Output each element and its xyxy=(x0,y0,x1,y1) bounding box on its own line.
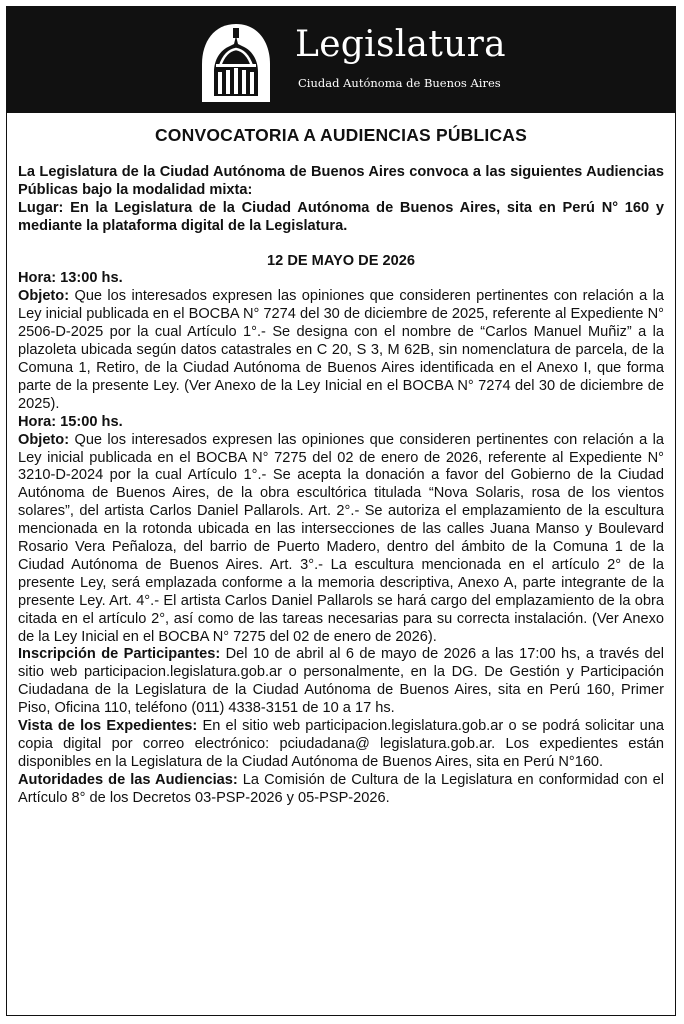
registration-label: Inscripción de Participantes: xyxy=(18,646,221,663)
hearing2-object-text: Que los interesados expresen las opiniones que consideren pertinentes con relación a la Ley inicial publicada en el BOCBA N° 7275 del 02 de enero de 2026, referente al Expediente N° 3210-D-2024 por la cual Artículo 1°.- Se acepta la donación a favor del Gobierno de la Ciudad Autónoma de Buenos Aires, de la obra escultórica titulada “Nova Solaris, rosa de los vientos solares”, del artista Carlos Daniel Pallarols. Art. 2°.- Se autoriza el emplazamiento de la escultura mencionada en la rotonda ubicada en las intersecciones de las calles Juana Manso y Boulevard Rosario Vera Peñaloza, del barrio de Puerto Madero, dentro del ámbito de la Comuna 1 de la Ciudad Autónoma de Buenos Aires. Art. 3°.- La escultura mencionada en el artículo 2° de la presente Ley, será emplazada conforme a la memoria descriptiva, Anexo A, parte integrante de la presente Ley. Art. 4°.- El artista Carlos Daniel Pallarols se hará cargo del emplazamiento de la obra citada en el artículo 2°, así como de las tareas necesarias para su correcta instalación. (Ver Anexo de la Ley Inicial en el BOCBA N° 7275 del 02 de enero de 2026). xyxy=(18,431,664,645)
brand-subtitle: Ciudad Autónoma de Buenos Aires xyxy=(298,76,501,90)
brand-title: Legislatura xyxy=(295,24,506,65)
files-view-label: Vista de los Expedientes: xyxy=(18,718,198,735)
files-view-paragraph xyxy=(18,718,664,772)
hearing1-time: Hora: 13:00 hs. xyxy=(18,270,123,287)
notice-frame xyxy=(6,6,676,1016)
hearing1-object xyxy=(18,288,664,413)
files-view-text: En el sitio web participacion.legislatura.gob.ar o se podrá solicitar una copia digital por correo electrónico: pciudadana@ legislatura.gob.ar. Los expedientes están disponibles en la Legislatura de la Ciudad Autónoma de Buenos Aires, sita en Perú N°160. xyxy=(18,718,664,770)
hearing2-time: Hora: 15:00 hs. xyxy=(18,413,123,430)
header-banner xyxy=(7,7,675,113)
authorities-paragraph xyxy=(18,772,664,808)
location-paragraph: Lugar: En la Legislatura de la Ciudad Autónoma de Buenos Aires, sita en Perú N° 160 y mediante la plataforma digital de la Legislatura. xyxy=(18,199,664,234)
hearing-date: 12 DE MAYO DE 2026 xyxy=(267,252,415,269)
hearing1-object-text: Que los interesados expresen las opiniones que consideren pertinentes con relación a la Ley inicial publicada en el BOCBA N° 7274 del 30 de diciembre de 2025, referente al Expediente N° 2506-D-2025 por la cual Artículo 1°.- Se designa con el nombre de “Carlos Manuel Muñiz” a la plazoleta ubicada según datos catastrales en C 20, S 3, M 62B, sin nomenclatura de parcela, de la Comuna 1, Retiro, de la Ciudad Autónoma de Buenos Aires identificada en el Anexo I, que forma parte de la presente Ley. (Ver Anexo de la Ley Inicial en el BOCBA N° 7274 del 30 de diciembre de 2025). xyxy=(18,288,664,412)
notice-title: CONVOCATORIA A AUDIENCIAS PÚBLICAS xyxy=(154,125,528,145)
registration-text: Del 10 de abril al 6 de mayo de 2026 a las 17:00 hs, a través del sitio web participacion.legislatura.gob.ar o personalmente, en la DG. De Gestión y Participación Ciudadana de la Legislatura de la Ciudad Autónoma de Buenos Aires, sita en Perú 160, Primer Piso, Oficina 110, teléfono (011) 4338-3151 de 10 a 17 hs. xyxy=(18,646,664,717)
hearing1-object-label: Objeto: xyxy=(18,288,70,305)
registration-paragraph xyxy=(18,646,664,718)
legislature-dome-icon xyxy=(200,22,272,104)
authorities-label: Autoridades de las Audiencias: xyxy=(18,771,238,788)
notice-body xyxy=(18,113,664,808)
hearing2-object xyxy=(18,432,664,647)
authorities-text: La Comisión de Cultura de la Legislatura en conformidad con el Artículo 8° de los Decretos 03-PSP-2026 y 05-PSP-2026. xyxy=(18,771,664,806)
hearing2-object-label: Objeto: xyxy=(18,431,70,448)
intro-paragraph: La Legislatura de la Ciudad Autónoma de Buenos Aires convoca a las siguientes Audiencias Públicas bajo la modalidad mixta: xyxy=(18,163,664,198)
